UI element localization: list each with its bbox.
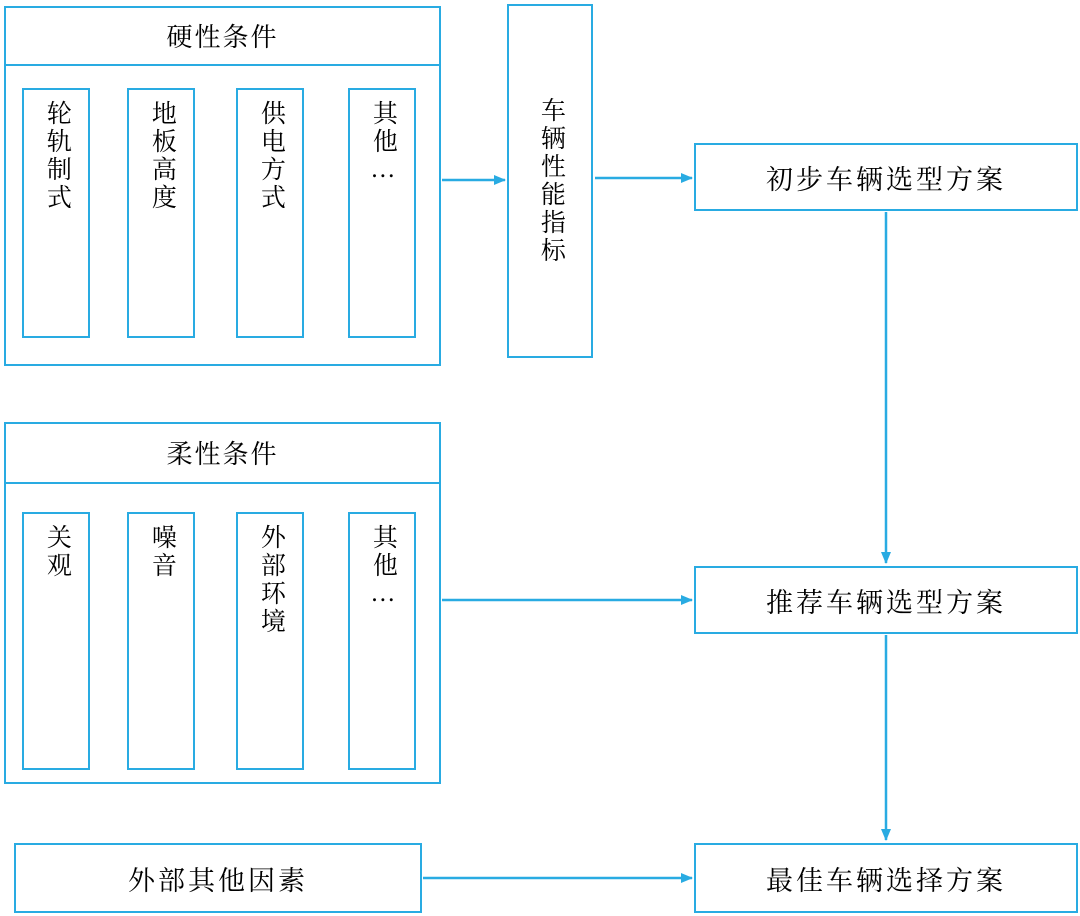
soft-item-4	[348, 512, 416, 770]
soft-item-1-label: 关观	[43, 524, 71, 580]
hard-item-1-label: 轮轨制式	[43, 100, 71, 212]
soft-item-3-label: 外部环境	[257, 524, 285, 636]
external-other-factors	[14, 843, 422, 913]
external-other-factors-label: 外部其他因素	[128, 865, 308, 896]
preliminary-plan	[694, 143, 1078, 211]
vehicle-performance-index-label: 车辆性能指标	[537, 97, 565, 265]
soft-item-3	[236, 512, 304, 770]
hard-item-2-label: 地板高度	[148, 100, 176, 212]
hard-item-3	[236, 88, 304, 338]
best-plan	[694, 843, 1078, 913]
vehicle-performance-index	[507, 4, 593, 358]
hard-item-3-label: 供电方式	[257, 100, 285, 212]
hard-conditions-divider	[4, 64, 441, 66]
soft-conditions-divider	[4, 482, 441, 484]
hard-conditions-header: 硬性条件	[166, 22, 279, 52]
recommended-plan-label: 推荐车辆选型方案	[766, 587, 1006, 618]
hard-item-4-label: 其他…	[369, 100, 397, 186]
soft-item-2	[127, 512, 195, 770]
hard-item-2	[127, 88, 195, 338]
hard-item-1	[22, 88, 90, 338]
best-plan-label: 最佳车辆选择方案	[766, 865, 1006, 896]
soft-conditions-header: 柔性条件	[166, 439, 279, 469]
hard-item-4	[348, 88, 416, 338]
soft-item-2-label: 噪音	[148, 524, 176, 580]
preliminary-plan-label: 初步车辆选型方案	[766, 164, 1006, 195]
recommended-plan	[694, 566, 1078, 634]
soft-item-1	[22, 512, 90, 770]
soft-item-4-label: 其他…	[369, 524, 397, 610]
